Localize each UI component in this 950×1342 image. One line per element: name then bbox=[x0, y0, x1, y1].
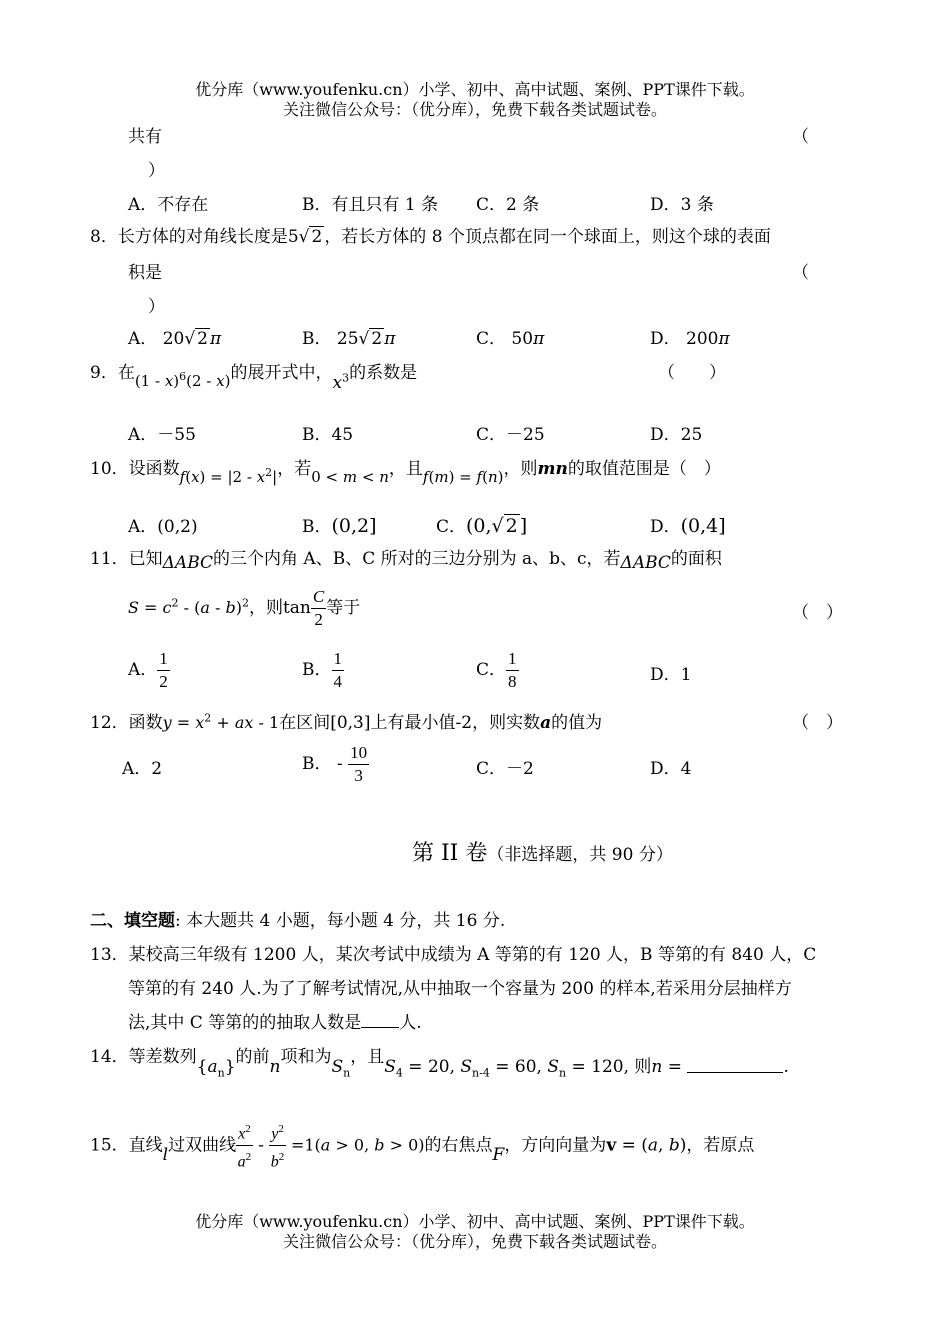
q12-option-d: D．4 bbox=[650, 759, 692, 779]
q12-option-c: C．－2 bbox=[476, 759, 534, 779]
q8-diagonal: 5√ 2 bbox=[287, 227, 323, 247]
q10-equation: f(m) = f(n) bbox=[422, 468, 504, 486]
q8-option-c: C． 50π bbox=[476, 329, 545, 349]
q10-option-c: C．(0,√ 2 ] bbox=[436, 515, 528, 537]
q11-line-2: $S = c^2 - (a - b)^2$，则tan $\frac{C}{2}$ 等于 bbox=[128, 587, 361, 629]
q10-function: $f(x) = |2 - x^2|$ bbox=[179, 466, 278, 486]
q7-option-a: A．不存在 bbox=[128, 195, 209, 215]
q9-expression: (1 - x)$^6$(2 - x) bbox=[134, 370, 231, 390]
q8-line-2: 积是 bbox=[128, 263, 162, 283]
q8-pre: 8．长方体的对角线长度是 bbox=[90, 227, 288, 247]
q11-option-c: C． $\frac{1}{8}$ bbox=[476, 649, 517, 691]
q7-paren-close: ） bbox=[148, 161, 165, 181]
q11-option-d: D．1 bbox=[650, 665, 692, 685]
part-2-title: 第 II 卷（非选择题，共 90 分） bbox=[412, 841, 673, 866]
q8-option-a: A． 20√ 2 π bbox=[128, 329, 222, 349]
q8-option-d: D． 200π bbox=[650, 329, 730, 349]
q7-option-d: D．3 条 bbox=[650, 195, 714, 215]
q12-function: $y = x^2$ + ax - 1 bbox=[162, 711, 280, 732]
q7-continuation: 共有 bbox=[128, 127, 162, 147]
q9-option-b: B．45 bbox=[302, 425, 354, 445]
q11-option-b: B． $\frac{1}{4}$ bbox=[302, 649, 342, 691]
q13-line-2: 等第的有 240 人.为了了解考试情况,从中抽取一个容量为 200 的样本,若采用分层抽样方 bbox=[128, 979, 792, 999]
q10-option-d: D．(0,4] bbox=[650, 515, 726, 537]
q10-condition: 0 < m < n bbox=[311, 468, 389, 486]
q12-option-b: B． - $\frac{10}{3}$ bbox=[302, 743, 368, 785]
q8-option-b: B． 25√ 2 π bbox=[302, 329, 396, 349]
q9-option-d: D．25 bbox=[650, 425, 703, 445]
q15-stem: 15．直线l过双曲线 $\frac{x^2}{a^2}$ - $\frac{y^2}{b^2}$ =1(a > 0, b > 0)的右焦点F，方向向量为v = (a, b)，若原点 bbox=[90, 1118, 754, 1174]
q10-stem: 10．设函数$f(x) = |2 - x^2|$，若0 < m < n，且f(m) = f(n)，则mn的取值范围是（ ） bbox=[90, 459, 721, 486]
q11-area-formula: $S = c^2 - (a - b)^2$ bbox=[128, 596, 249, 617]
footer-line-2: 关注微信公众号：（优分库），免费下载各类试题试卷。 bbox=[282, 1232, 667, 1251]
q9-stem: 9．在(1 - x)$^6$(2 - x)的展开式中，$x^3$的系数是 bbox=[90, 363, 418, 393]
q12-option-a: A．2 bbox=[122, 759, 163, 779]
q7-option-b: B．有且只有 1 条 bbox=[302, 195, 439, 215]
q9-paren: （ ） bbox=[658, 363, 726, 383]
q11-stem: 11．已知ΔABC的三个内角 A、B、C 所对的三边分别为 a、b、c，若ΔABC的面积 bbox=[90, 549, 722, 573]
q8-stem bbox=[90, 222, 771, 247]
q7-option-c: C．2 条 bbox=[476, 195, 540, 215]
q9-option-c: C．－25 bbox=[476, 425, 545, 445]
header-line-1: 优分库（www.youfenku.cn）小学、初中、高中试题、案例、PPT课件下载。 bbox=[195, 80, 755, 99]
q7-paren-open: （ bbox=[792, 127, 809, 147]
section-2-heading: 二、填空题: 本大题共 4 小题，每小题 4 分，共 16 分. bbox=[90, 911, 506, 931]
q9-x-cubed: $x^3$ bbox=[332, 371, 350, 393]
q11-paren: （ ） bbox=[792, 603, 843, 623]
q12-paren: （ ） bbox=[792, 713, 843, 733]
q10-option-a: A．(0,2) bbox=[128, 517, 198, 537]
q9-option-a: A．－55 bbox=[128, 425, 196, 445]
q8-post: ，若长方体的 8 个顶点都在同一个球面上，则这个球的表面 bbox=[324, 227, 771, 247]
q11-c-over-2: $\frac{C}{2}$ bbox=[312, 587, 325, 629]
q12-stem: 12．函数$y = x^2$ + ax - 1在区间[0,3]上有最小值-2，则实数a的值为 bbox=[90, 711, 603, 733]
header-line-2: 关注微信公众号：（优分库），免费下载各类试题试卷。 bbox=[282, 100, 667, 119]
q11-option-a: A． $\frac{1}{2}$ bbox=[128, 649, 168, 691]
q8-paren-close: ） bbox=[148, 297, 165, 317]
q14-stem: 14．等差数列$\{a_n\}$的前n项和为$S_n$，且$S_4 = 20$, $S_{n-4} = 60$, $S_n = 120$, 则n = . bbox=[90, 1047, 789, 1080]
q14-answer-blank[interactable] bbox=[687, 1062, 783, 1073]
q10-option-b: B．(0,2] bbox=[302, 515, 377, 537]
q13-answer-blank[interactable] bbox=[361, 1011, 399, 1028]
q13-line-1: 13．某校高三年级有 1200 人，某次考试中成绩为 A 等第的有 120 人，B 等第的有 840 人，C bbox=[90, 945, 817, 965]
q14-conditions: $S_4 = 20$, $S_{n-4} = 60$, $S_n = 120$, 则n = . bbox=[384, 1057, 789, 1080]
footer-line-1: 优分库（www.youfenku.cn）小学、初中、高中试题、案例、PPT课件下载。 bbox=[195, 1212, 755, 1231]
q13-line-3: 法,其中 C 等第的的抽取人数是 人. bbox=[128, 1013, 422, 1033]
q8-paren-open: （ bbox=[792, 263, 809, 283]
